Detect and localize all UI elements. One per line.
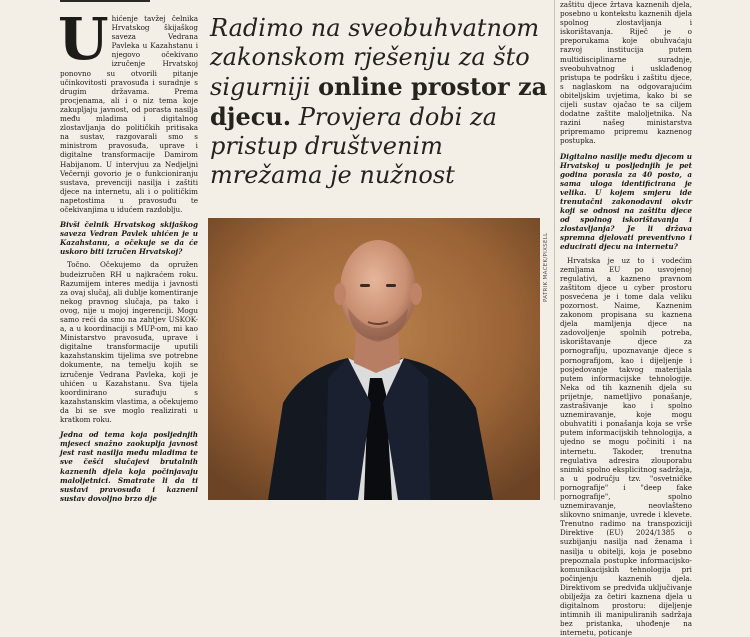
intro-text: hićenje tavžej čelnika Hrvatskog škijaškog saveza Vedrana Pavleka u Kazahstanu i njegovo očekivano izručenje Hrvatskoj ponovno su otvorili pitanje učinkovitosti pravosuđa i suradnje s drugim državama. Prema procjenama, ali i o niz tema koje zakupljaju javnost, od porasta nasilja među mladima i digitalnog zlostavljanja do političkih pritisaka na sustav, razgovarali smo s ministrom pravosuđa, uprave i digitalne transformacije Damirom Habijanom. U intervjuu za Nedjeljni Večernji govorio je o funkcioniranju sustava, prevenciji nasilja i zaštiti djece na internetu, ali i o političkim napetostima u pravosuđu te očekivanjima u idućem razdoblju. xyxy=(60,14,198,214)
interview-question-3: Digitalno nasilje među djecom u Hrvatskoj u posljednjih je pet godina porasla za 40 posto, a sama uloga identificirana je velika. U kojem smjeru ide trenutačni zakonodavni okvir koji se odnosi na zaštitu djece od spolnog iskorištavanja i zlostavljanja? Je li država spremna djelovati preventivno i educirati djecu na internetu? xyxy=(560,151,692,252)
intro-paragraph xyxy=(58,5,198,214)
top-rule xyxy=(60,0,150,2)
right-article-column xyxy=(560,0,692,637)
interview-question-1: Bivši čelnik Hrvatskog skijaškog saveza Vedran Pavlek uhićen je u Kazahstanu, a očekuje se da će uskoro biti izručen Hrvatskoj? xyxy=(60,220,198,257)
pull-quote-bold: online prostor za djecu. xyxy=(210,72,548,131)
portrait-illustration xyxy=(208,218,540,500)
interview-question-2: Jedna od tema koja posljednjih mjeseci snažno zaokuplja javnost jest rast nasilja među mladima te sve češći slučajevi brutalnih kaznenih djela koja počinjavaju maloljetnici. Smatrate li da ti sustavi pravosuđa i kaznenl sustav dovoljno brzo dje xyxy=(60,430,198,503)
pull-quote xyxy=(210,14,550,190)
interview-answer-1: Točno. Očekujemo da opružen budeizručen RH u najkraćem roku. Razumijem interes medija i javnosti za ovaj slučaj, ali dublje komentiranje nekog pravnog slučaja, pa tako i ovog, nije u mojoj ingerenciji. Mogu samo reći da smo na zahtjev USKOK-a, a u koordinaciji s MUP-om, mi kao Ministarstvo pravosuđa, uprave i digitalne transformacije uputili kazahstanskim tijelima sve potrebne dokumente, na temelju kojih se izručenje Vedrana Pavleka, koji je uhićen u Kazahstanu. Sva tijela koordinirano surađuju s kazahstanskim vlastima, a očekujemo da bi se sve moglo realizirati u kratkom roku. xyxy=(60,260,198,425)
interview-answer-3: Hrvatska je uz to i vodećim zemljama EU po usvojenoj regulativi, a kazneno pravnom zaštitom djece u cyber prostoru posvećena je i tome dala veliku pozornost. Naime, Kaznenim zakonom propisana su kaznena djela mamljenja djece na zadovoljenje spolnih potreba, iskorištavanje djece za pornografiju, upoznavanje djece s pornografijom, kao i dijeljenje i posjedovanje takvog materijala putem informacijske tehnologije. Neka od tih kaznenih djela su prijetnje, nametljivo ponašanje, zastrašivanje kao i spolno uznemiravanje, koje mogu obuhvatiti i ponašanja koja se vrše putem informacijskih tehnologija, a ujedno se mogu počiniti i na internetu. Takoder, trenutna regulativa adresira zlouporabu snimki spolno eksplicitnog sadržaja, a u području tzv. "osvetničke pornografije" i "deep fake pornografije", spolno uznemiravanje, neovlašteno slikovno snimanje, uvrede i klevete. Trenutno radimo na transpoziciji Direktive (EU) 2024/1385 o suzbijanju nasilja nad ženama i nasilja u obitelji, koja je posebno prepoznala postupke informacijsko-komunikacijskih tehnologija pri počinjenju kaznenih djela. Direktivom se predviđa uključivanje obilježja za četiri kaznena djela u digitalnom prostoru: dijeljenje intimnih ili manipuliranih sadržaja bez pristanka, uhođenje na internetu, poticanje xyxy=(560,255,692,637)
pull-quote-part1: Radimo na sveobuhvatnom zakonskom rješenju za što sigurniji xyxy=(210,14,540,101)
left-article-column xyxy=(58,0,198,503)
right-paragraph-1: zaštitu djece žrtava kaznenih djela, posebno u kontekstu kaznenih djela spolnog zlostavljanja i iskorištavanja. Riječ je o preporukama koje obuhvaćaju razvoj institucija putem multidisciplinarne suradnje, sveobuhvatnog i usklađenog pristupa te podršku i zaštitu djece, s naglaskom na odgovarajućim obiteljskim uvjetima, kako bi se cijeli sustav ojačao te sa ciljem dodatne zaštite maloljetnika. Na razini našeg ministarstva pripremamo pripremu kaznenog postupka. xyxy=(560,0,692,146)
portrait-photo xyxy=(208,218,540,500)
column-divider xyxy=(554,0,555,500)
photo-credit: PATRIK MACEK/PIXSELL xyxy=(543,232,549,302)
pull-quote-part2: Provjera dobi za pristup društvenim mrežama je nužnost xyxy=(210,103,497,189)
drop-cap: U xyxy=(58,5,109,73)
